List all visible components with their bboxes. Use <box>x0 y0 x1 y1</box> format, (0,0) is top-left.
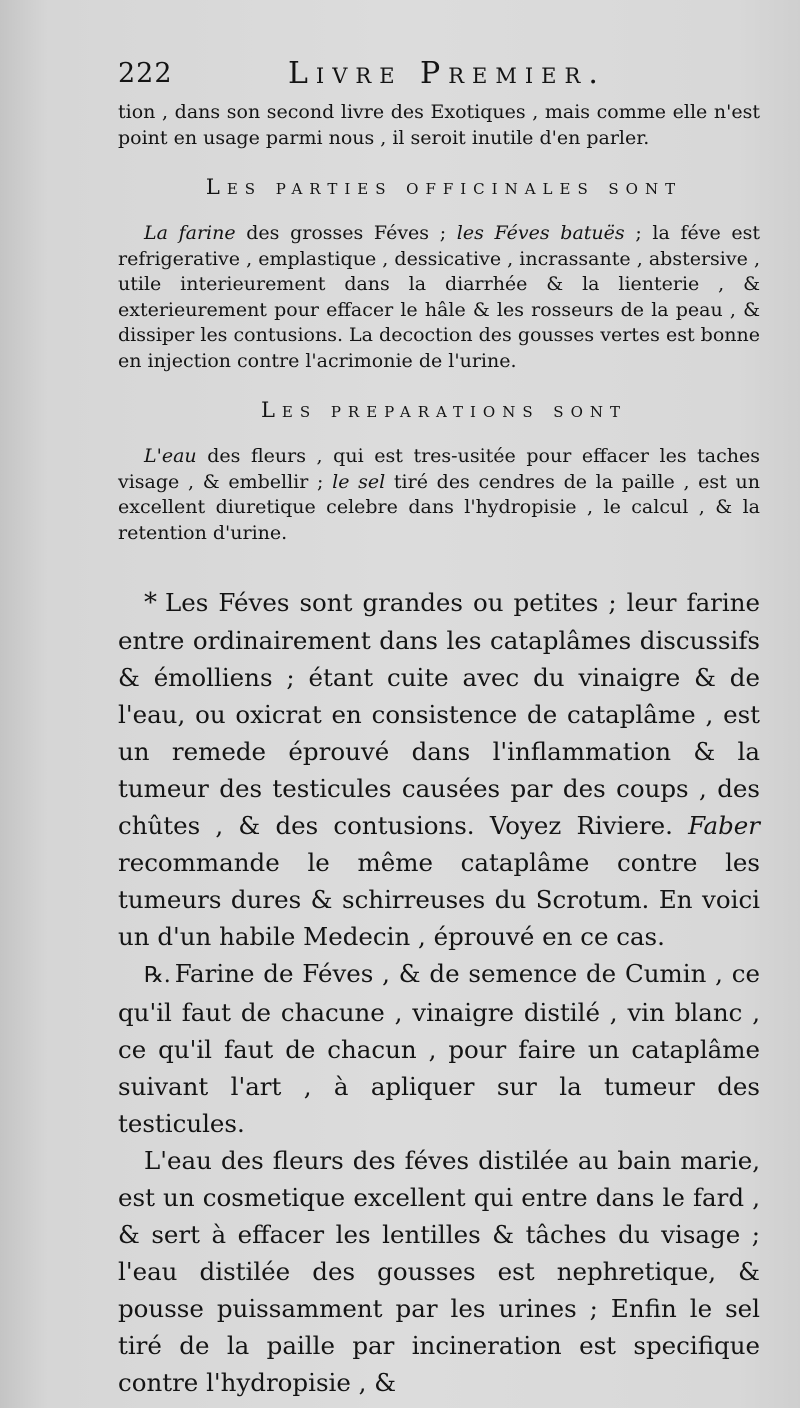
asterisk-mark: * <box>144 588 157 618</box>
officinales-heading: Les parties officinales sont <box>205 175 683 199</box>
body-paragraph-1 <box>118 584 760 955</box>
preparations-text-1: des fleurs , qui est tres-usitée pour effacer les taches visage , & embellir ; <box>118 445 760 493</box>
recipe-symbol: ℞. <box>144 963 171 988</box>
body-term-faber: Faber <box>688 811 760 840</box>
officinales-term-feves: les Féves batuës <box>456 222 625 244</box>
officinales-text-1: des grosses Féves ; <box>235 222 457 244</box>
preparations-term-eau: L'eau <box>144 445 197 467</box>
body-paragraph-2 <box>118 955 760 1142</box>
page-number: 222 <box>118 58 173 89</box>
running-title: Livre Premier. <box>288 56 606 91</box>
body-paragraph-1-text-b: recommande le même cataplâme contre les tumeurs dures & schirreuses du Scrotum. En voici un d'un habile Medecin , éprouvé en ce cas. <box>118 848 760 951</box>
preparations-heading: Les preparations sont <box>260 398 628 422</box>
officinales-text-2: ; la féve est refrigerative , emplastique , dessicative , incrassante , abstersive , utile interieurement dans la diarrhée & la lienterie , & exterieurement pour effacer le hâle & les rosseurs de la peau , & dissiper les contusions. La decoction des gousses vertes est bonne en injection contre l'acrimonie de l'urine. <box>118 222 760 372</box>
running-head <box>118 54 760 100</box>
preparations-paragraph <box>118 444 760 546</box>
preparations-text-2: tiré des cendres de la paille , est un excellent diuretique celebre dans l'hydropisie , le calcul , & la retention d'urine. <box>118 470 760 544</box>
officinales-paragraph <box>118 221 760 374</box>
body-paragraph-2-text: Farine de Féves , & de semence de Cumin , ce qu'il faut de chacune , vinaigre distilé , vin blanc , ce qu'il faut de chacun , pour faire un cataplâme suivant l'art , à apliquer sur la tumeur des testicules. <box>118 959 760 1138</box>
officinales-term-farine: La farine <box>144 222 236 244</box>
preparations-term-sel: le sel <box>332 470 386 493</box>
body-paragraph-1-text-a: Les Féves sont grandes ou petites ; leur farine entre ordinairement dans les cataplâmes discussifs & émolliens ; étant cuite avec du vinaigre & de l'eau, ou oxicrat en consistence de cataplâme , est un remede éprouvé dans l'inflammation & la tumeur des testicules causées par des coups , des chûtes , & des contusions. Voyez Riviere. <box>118 588 760 840</box>
intro-paragraph: tion , dans son second livre des Exotiques , mais comme elle n'est point en usage parmi nous , il seroit inutile d'en parler. <box>118 101 760 149</box>
body-paragraph-3: L'eau des fleurs des féves distilée au bain marie, est un cosmetique excellent qui entre dans le fard , & sert à effacer les lentilles & tâches du visage ; l'eau distilée des gousses est nephretique, & pousse puissamment par les urines ; Enfin le sel tiré de la paille par incineration est specifique contre l'hydropisie , & <box>118 1146 760 1397</box>
main-text <box>118 584 760 1401</box>
